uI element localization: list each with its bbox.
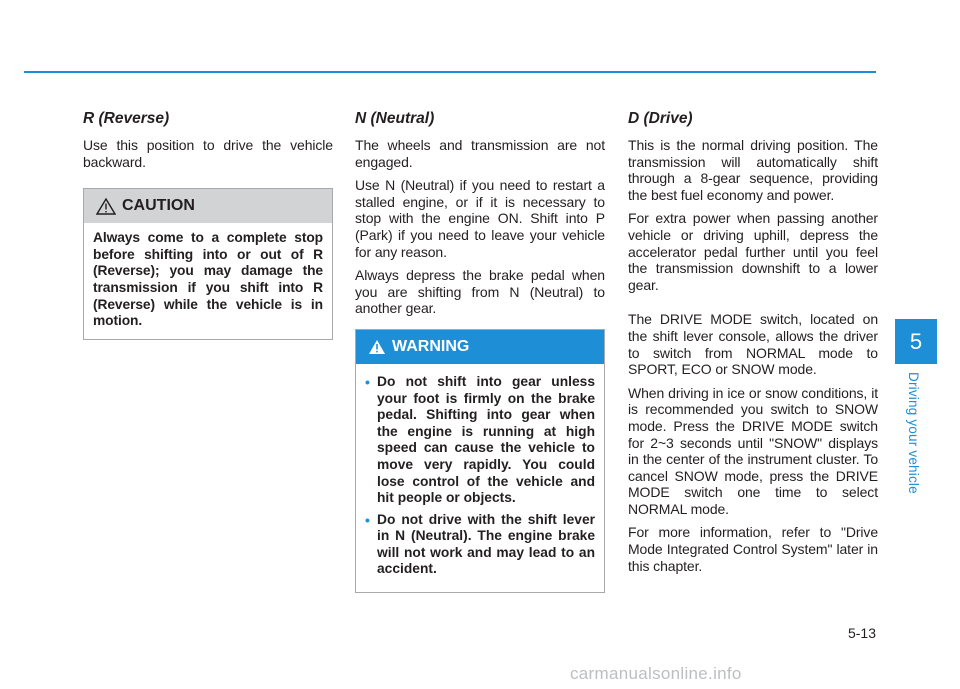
drive-paragraph: This is the normal driving position. The transmission will automatically shift through a 8-gear sequence, providing the best fuel economy and power. [628, 137, 878, 203]
warning-body [356, 364, 604, 592]
drive-paragraph: The DRIVE MODE switch, located on the shift lever console, allows the driver to switch from NORMAL mode to SPORT, ECO or SNOW mode. [628, 311, 878, 378]
warning-header [356, 330, 604, 364]
caution-body [84, 223, 332, 339]
reverse-body: Use this position to drive the vehicle backward. [83, 137, 333, 170]
bullet-icon: • [365, 373, 370, 390]
warning-box [355, 329, 605, 593]
drive-paragraph: For more information, refer to "Drive Mode Integrated Control System" later in this chapter. [628, 524, 878, 574]
section-heading-neutral: N (Neutral) [355, 110, 435, 127]
warning-item: • Do not drive with the shift lever in N (Neutral). The engine brake will not work and may lead to an accident. [365, 511, 595, 577]
chapter-number-tab: 5 [895, 319, 937, 364]
warning-triangle-icon [368, 339, 386, 355]
column-neutral [355, 110, 605, 593]
neutral-paragraph: Always depress the brake pedal when you are shifting from N (Neutral) to another gear. [355, 267, 605, 317]
header-rule [24, 71, 876, 73]
bullet-icon: • [365, 511, 370, 528]
warning-title: WARNING [392, 337, 470, 355]
warning-triangle-icon [96, 198, 116, 215]
neutral-paragraph: Use N (Neutral) if you need to restart a stalled engine, or if it is necessary to stop with the engine ON. Shift into P (Park) if you need to leave your vehicle for any reason. [355, 177, 605, 260]
caution-box [83, 188, 333, 340]
column-reverse [83, 110, 333, 340]
chapter-title: Driving your vehicle [906, 372, 921, 494]
caution-text: Always come to a complete stop before shifting into or out of R (Reverse); you may damage the transmission if you shift into R (Reverse) while the vehicle is in motion. [93, 230, 323, 329]
column-drive [628, 110, 878, 581]
section-heading-drive: D (Drive) [628, 110, 693, 127]
drive-paragraph: When driving in ice or snow conditions, it is recommended you switch to SNOW mode. Press the DRIVE MODE switch for 2~3 seconds until "SNOW" displays in the center of the instrument cluster. To cancel SNOW mode, press the DRIVE MODE switch one time to select NORMAL mode. [628, 384, 878, 517]
drive-paragraph: For extra power when passing another vehicle or driving uphill, depress the accelerator pedal further until you feel the transmission downshift to a lower gear. [628, 210, 878, 293]
section-heading-reverse: R (Reverse) [83, 110, 170, 127]
caution-title: CAUTION [122, 197, 195, 215]
warning-item: • Do not shift into gear unless your foot is firmly on the brake pedal. Shifting into gear when the engine is running at high speed can cause the vehicle to move very rapidly. You could lose control of the vehicle and hit people or objects. [365, 373, 595, 506]
warning-list [365, 374, 595, 578]
neutral-paragraph: The wheels and transmission are not engaged. [355, 137, 605, 170]
watermark: carmanualsonline.info [570, 664, 742, 683]
caution-header [84, 189, 332, 223]
page-number: 5-13 [847, 625, 876, 641]
